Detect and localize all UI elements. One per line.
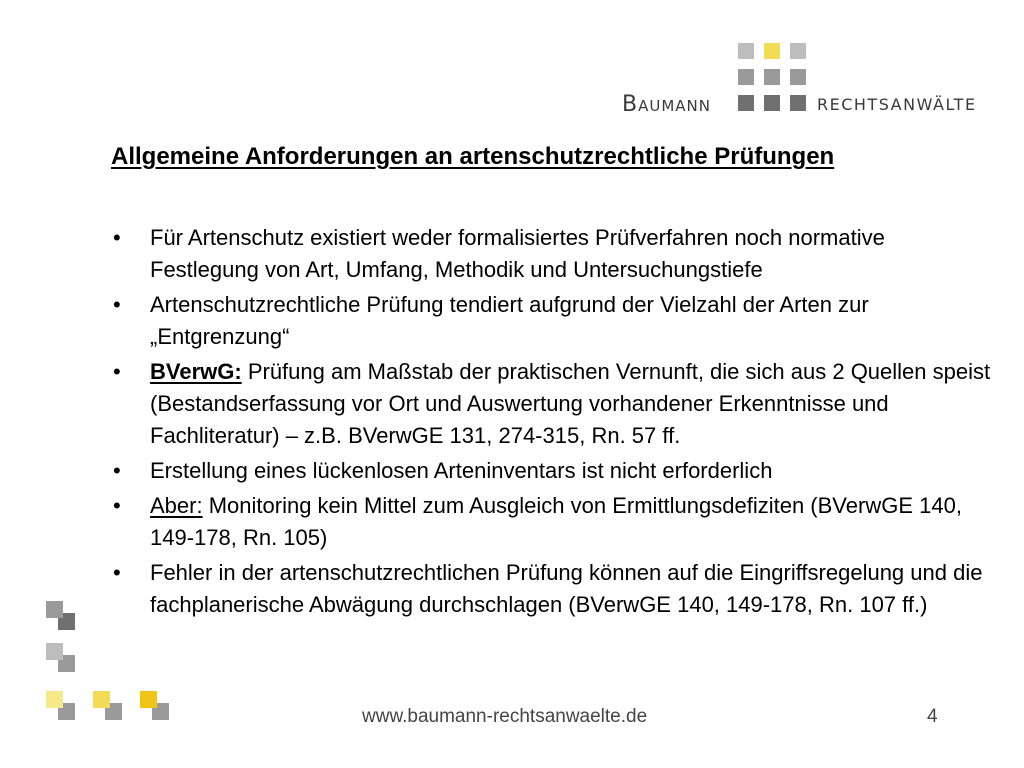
bullet-text: Erstellung eines lückenlosen Arteninventars ist nicht erforderlich (150, 458, 773, 483)
logo-square (738, 43, 754, 59)
logo-square (764, 69, 780, 85)
bullet-item (111, 455, 991, 487)
slide-title: Allgemeine Anforderungen an artenschutzrechtliche Prüfungen (111, 143, 835, 170)
logo-square (738, 95, 754, 111)
brand-name: Baumann (622, 92, 711, 117)
bullet-text: Artenschutzrechtliche Prüfung tendiert aufgrund der Vielzahl der Arten zur „Entgrenzung“ (150, 292, 869, 349)
bullet-text: Für Artenschutz existiert weder formalisiertes Prüfverfahren noch normative Festlegung von Art, Umfang, Methodik und Untersuchungstiefe (150, 225, 885, 282)
bullet-item (111, 222, 991, 286)
bullet-item (111, 557, 991, 621)
bullet-prefix: BVerwG: (150, 359, 242, 384)
logo-square (764, 43, 780, 59)
bullet-item (111, 356, 991, 452)
deco-square (140, 691, 157, 708)
logo-square (790, 95, 806, 111)
deco-square (46, 643, 63, 660)
deco-square (93, 691, 110, 708)
bullet-text: Fehler in der artenschutzrechtlichen Prüfung können auf die Eingriffsregelung und die fachplanerische Abwägung durchschlagen (BVerwGE 140, 149-178, Rn. 107 ff.) (150, 560, 983, 617)
page-number: 4 (927, 706, 938, 727)
logo-square (764, 95, 780, 111)
deco-square (46, 691, 63, 708)
bullet-prefix: Aber: (150, 493, 203, 518)
logo-square (790, 43, 806, 59)
deco-square (46, 601, 63, 618)
logo-square (790, 69, 806, 85)
bullet-item (111, 490, 991, 554)
brand-subtitle: RECHTSANWÄLTE (817, 95, 977, 114)
bullet-item (111, 289, 991, 353)
logo-square (738, 69, 754, 85)
bullet-text: Monitoring kein Mittel zum Ausgleich von Ermittlungsdefiziten (BVerwGE 140, 149-178, Rn. 105) (150, 493, 962, 550)
bullet-text: Prüfung am Maßstab der praktischen Vernunft, die sich aus 2 Quellen speist (Bestandserfassung vor Ort und Auswertung vorhandener Erkenntnisse und Fachliteratur) – z.B. BVerwGE 131, 274-315, Rn. 57 ff. (150, 359, 991, 448)
footer-url: www.baumann-rechtsanwaelte.de (362, 706, 648, 727)
bullet-list (111, 222, 991, 624)
